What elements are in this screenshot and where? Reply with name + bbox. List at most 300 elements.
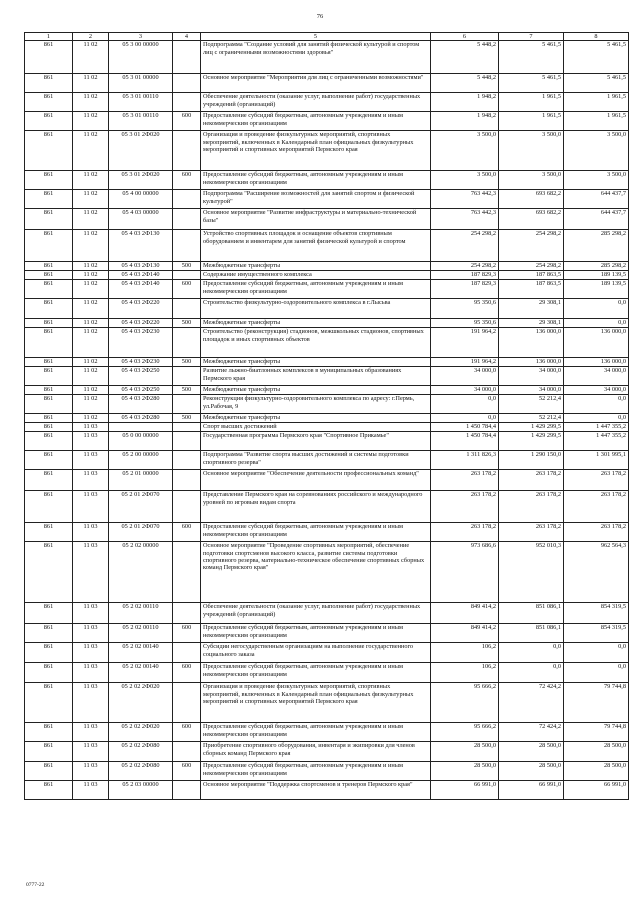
amount-year1-cell: 106,2	[431, 663, 499, 683]
amount-year2-cell: 0,0	[499, 643, 564, 663]
ministry-code-cell: 861	[25, 74, 73, 93]
amount-year2-cell: 1 961,5	[499, 93, 564, 112]
amount-year3-cell: 285 298,2	[564, 262, 629, 271]
amount-year1-cell: 191 964,2	[431, 328, 499, 358]
amount-year3-cell: 1 961,5	[564, 93, 629, 112]
table-row	[25, 171, 629, 190]
item-name-cell: Подпрограмма "Развитие спорта высших достижений и системы подготовки спортивного резерва"	[201, 451, 431, 470]
section-code-cell: 11 02	[73, 209, 109, 230]
amount-year2-cell: 5 461,5	[499, 74, 564, 93]
section-code-cell: 11 02	[73, 230, 109, 262]
table-row	[25, 299, 629, 319]
amount-year3-cell: 854 319,5	[564, 603, 629, 624]
table-row	[25, 523, 629, 542]
target-article-cell: 05 3 01 00110	[109, 112, 173, 131]
item-name-cell: Предоставление субсидий бюджетным, автономным учреждениям и иным некоммерческим организациям	[201, 762, 431, 781]
table-row	[25, 542, 629, 603]
amount-year2-cell: 66 991,0	[499, 781, 564, 800]
amount-year3-cell: 3 500,0	[564, 131, 629, 171]
amount-year2-cell: 34 000,0	[499, 367, 564, 386]
target-article-cell: 05 4 03 2Ф250	[109, 367, 173, 386]
table-row	[25, 451, 629, 470]
section-code-cell: 11 02	[73, 190, 109, 209]
amount-year3-cell: 1 447 355,2	[564, 432, 629, 451]
amount-year3-cell: 263 178,2	[564, 491, 629, 523]
amount-year3-cell: 644 437,7	[564, 209, 629, 230]
item-name-cell: Предоставление субсидий бюджетным, автономным учреждениям и иным некоммерческим организациям	[201, 171, 431, 190]
amount-year3-cell: 0,0	[564, 663, 629, 683]
amount-year1-cell: 263 178,2	[431, 523, 499, 542]
footer-code: 0777-22	[26, 882, 45, 888]
amount-year1-cell: 1 948,2	[431, 112, 499, 131]
amount-year2-cell: 28 500,0	[499, 742, 564, 762]
amount-year2-cell: 3 500,0	[499, 131, 564, 171]
ministry-code-cell: 861	[25, 395, 73, 414]
amount-year2-cell: 851 086,1	[499, 603, 564, 624]
item-name-cell: Реконструкция физкультурно-оздоровительного комплекса по адресу: г.Пермь, ул.Рабочая, 9	[201, 395, 431, 414]
section-code-cell: 11 03	[73, 624, 109, 643]
section-code-cell: 11 02	[73, 358, 109, 367]
target-article-cell: 05 4 03 2Ф130	[109, 262, 173, 271]
section-code-cell: 11 02	[73, 41, 109, 74]
amount-year2-cell: 52 212,4	[499, 395, 564, 414]
expense-type-cell: 600	[173, 523, 201, 542]
amount-year3-cell: 3 500,0	[564, 171, 629, 190]
table-row	[25, 190, 629, 209]
amount-year3-cell: 263 178,2	[564, 523, 629, 542]
amount-year1-cell: 1 948,2	[431, 93, 499, 112]
ministry-code-cell: 861	[25, 230, 73, 262]
target-article-cell: 05 2 01 2Ф070	[109, 491, 173, 523]
amount-year1-cell: 263 178,2	[431, 491, 499, 523]
target-article-cell: 05 2 02 2Ф020	[109, 723, 173, 742]
amount-year3-cell: 0,0	[564, 643, 629, 663]
amount-year2-cell: 0,0	[499, 663, 564, 683]
expense-type-cell	[173, 74, 201, 93]
item-name-cell: Предоставление субсидий бюджетным, автономным учреждениям и иным некоммерческим организациям	[201, 280, 431, 299]
amount-year2-cell: 136 000,0	[499, 328, 564, 358]
ministry-code-cell: 861	[25, 603, 73, 624]
item-name-cell: Государственная программа Пермского края "Спортивное Прикамье"	[201, 432, 431, 451]
item-name-cell: Основное мероприятие "Мероприятия для лиц с ограниченными возможностями"	[201, 74, 431, 93]
item-name-cell: Представление Пермского края на соревнованиях российского и международного уровней по игровым видам спорта	[201, 491, 431, 523]
section-code-cell: 11 02	[73, 93, 109, 112]
ministry-code-cell: 861	[25, 491, 73, 523]
item-name-cell: Строительство (реконструкция) стадионов, межшкольных стадионов, спортивных площадок и иных спортивных объектов	[201, 328, 431, 358]
ministry-code-cell: 861	[25, 523, 73, 542]
table-row	[25, 432, 629, 451]
target-article-cell: 05 2 02 00140	[109, 643, 173, 663]
amount-year1-cell: 34 000,0	[431, 367, 499, 386]
target-article-cell: 05 4 03 2Ф140	[109, 280, 173, 299]
ministry-code-cell: 861	[25, 470, 73, 491]
table-row	[25, 230, 629, 262]
target-article-cell: 05 0 00 00000	[109, 432, 173, 451]
amount-year2-cell: 1 961,5	[499, 112, 564, 131]
table-row	[25, 414, 629, 423]
amount-year3-cell: 1 447 355,2	[564, 423, 629, 432]
target-article-cell: 05 4 03 2Ф140	[109, 271, 173, 280]
table-row	[25, 367, 629, 386]
amount-year3-cell: 28 500,0	[564, 762, 629, 781]
amount-year1-cell: 0,0	[431, 414, 499, 423]
section-code-cell: 11 03	[73, 470, 109, 491]
amount-year2-cell: 851 086,1	[499, 624, 564, 643]
item-name-cell: Основное мероприятие "Обеспечение деятельности профессиональных команд"	[201, 470, 431, 491]
item-name-cell: Устройство спортивных площадок и оснащение объектов спортивным оборудованием и инвентарем для занятий физической культурой и спортом	[201, 230, 431, 262]
amount-year2-cell: 263 178,2	[499, 491, 564, 523]
amount-year3-cell: 79 744,8	[564, 683, 629, 723]
table-row	[25, 271, 629, 280]
amount-year3-cell: 34 000,0	[564, 367, 629, 386]
expense-type-cell	[173, 299, 201, 319]
column-number-5: 5	[201, 33, 431, 41]
amount-year1-cell: 95 666,2	[431, 723, 499, 742]
section-code-cell: 11 02	[73, 271, 109, 280]
expense-type-cell	[173, 423, 201, 432]
amount-year3-cell: 962 564,3	[564, 542, 629, 603]
table-row	[25, 395, 629, 414]
expense-type-cell: 600	[173, 112, 201, 131]
section-code-cell: 11 02	[73, 131, 109, 171]
amount-year3-cell: 1 301 995,1	[564, 451, 629, 470]
table-row	[25, 131, 629, 171]
amount-year3-cell: 0,0	[564, 319, 629, 328]
ministry-code-cell: 861	[25, 451, 73, 470]
amount-year1-cell: 3 500,0	[431, 171, 499, 190]
target-article-cell: 05 2 03 00000	[109, 781, 173, 800]
column-number-4: 4	[173, 33, 201, 41]
ministry-code-cell: 861	[25, 319, 73, 328]
expense-type-cell: 600	[173, 762, 201, 781]
item-name-cell: Межбюджетные трансферты	[201, 386, 431, 395]
budget-table	[24, 32, 629, 800]
table-row	[25, 742, 629, 762]
section-code-cell: 11 03	[73, 762, 109, 781]
table-row	[25, 491, 629, 523]
amount-year2-cell: 693 682,2	[499, 209, 564, 230]
expense-type-cell: 500	[173, 319, 201, 328]
amount-year2-cell: 5 461,5	[499, 41, 564, 74]
target-article-cell: 05 3 01 2Ф020	[109, 131, 173, 171]
item-name-cell: Содержание имущественного комплекса	[201, 271, 431, 280]
amount-year1-cell: 0,0	[431, 395, 499, 414]
target-article-cell: 05 4 03 2Ф230	[109, 328, 173, 358]
item-name-cell: Межбюджетные трансферты	[201, 319, 431, 328]
amount-year2-cell: 1 429 299,5	[499, 432, 564, 451]
table-row	[25, 74, 629, 93]
section-code-cell: 11 02	[73, 171, 109, 190]
table-row	[25, 328, 629, 358]
amount-year1-cell: 187 829,3	[431, 280, 499, 299]
target-article-cell: 05 3 00 00000	[109, 41, 173, 74]
ministry-code-cell: 861	[25, 171, 73, 190]
ministry-code-cell: 861	[25, 358, 73, 367]
ministry-code-cell: 861	[25, 299, 73, 319]
target-article-cell: 05 3 01 00000	[109, 74, 173, 93]
ministry-code-cell: 861	[25, 723, 73, 742]
table-header	[25, 33, 629, 41]
table-row	[25, 470, 629, 491]
amount-year1-cell: 254 298,2	[431, 230, 499, 262]
amount-year2-cell: 187 863,5	[499, 280, 564, 299]
expense-type-cell	[173, 190, 201, 209]
amount-year3-cell: 5 461,5	[564, 74, 629, 93]
column-number-3: 3	[109, 33, 173, 41]
amount-year1-cell: 254 298,2	[431, 262, 499, 271]
amount-year3-cell: 285 298,2	[564, 230, 629, 262]
target-article-cell: 05 2 01 00000	[109, 470, 173, 491]
amount-year1-cell: 28 500,0	[431, 762, 499, 781]
ministry-code-cell: 861	[25, 209, 73, 230]
section-code-cell: 11 02	[73, 395, 109, 414]
column-number-2: 2	[73, 33, 109, 41]
expense-type-cell	[173, 603, 201, 624]
ministry-code-cell: 861	[25, 112, 73, 131]
expense-type-cell: 600	[173, 624, 201, 643]
amount-year2-cell: 1 429 299,5	[499, 423, 564, 432]
section-code-cell: 11 03	[73, 742, 109, 762]
expense-type-cell	[173, 93, 201, 112]
item-name-cell: Предоставление субсидий бюджетным, автономным учреждениям и иным некоммерческим организациям	[201, 112, 431, 131]
table-row	[25, 41, 629, 74]
amount-year1-cell: 1 311 826,3	[431, 451, 499, 470]
table-row	[25, 358, 629, 367]
target-article-cell: 05 2 01 2Ф070	[109, 523, 173, 542]
target-article-cell: 05 2 02 00110	[109, 603, 173, 624]
table-body	[25, 41, 629, 800]
section-code-cell: 11 03	[73, 491, 109, 523]
section-code-cell: 11 02	[73, 328, 109, 358]
expense-type-cell	[173, 328, 201, 358]
target-article-cell: 05 2 02 00110	[109, 624, 173, 643]
expense-type-cell: 500	[173, 358, 201, 367]
target-article-cell: 05 4 03 2Ф220	[109, 319, 173, 328]
item-name-cell: Предоставление субсидий бюджетным, автономным учреждениям и иным некоммерческим организациям	[201, 663, 431, 683]
ministry-code-cell: 861	[25, 781, 73, 800]
amount-year1-cell: 95 666,2	[431, 683, 499, 723]
expense-type-cell	[173, 367, 201, 386]
amount-year3-cell: 263 178,2	[564, 470, 629, 491]
amount-year2-cell: 3 500,0	[499, 171, 564, 190]
table-row	[25, 723, 629, 742]
section-code-cell: 11 03	[73, 542, 109, 603]
ministry-code-cell: 861	[25, 271, 73, 280]
ministry-code-cell: 861	[25, 386, 73, 395]
column-number-1: 1	[25, 33, 73, 41]
amount-year2-cell: 72 424,2	[499, 723, 564, 742]
amount-year2-cell: 693 682,2	[499, 190, 564, 209]
column-number-8: 8	[564, 33, 629, 41]
ministry-code-cell: 861	[25, 663, 73, 683]
target-article-cell: 05 4 03 2Ф230	[109, 358, 173, 367]
amount-year2-cell: 29 308,1	[499, 319, 564, 328]
expense-type-cell	[173, 781, 201, 800]
section-code-cell: 11 03	[73, 643, 109, 663]
amount-year1-cell: 1 450 784,4	[431, 432, 499, 451]
amount-year3-cell: 28 500,0	[564, 742, 629, 762]
section-code-cell: 11 03	[73, 723, 109, 742]
item-name-cell: Предоставление субсидий бюджетным, автономным учреждениям и иным некоммерческим организациям	[201, 723, 431, 742]
section-code-cell: 11 02	[73, 74, 109, 93]
section-code-cell: 11 03	[73, 432, 109, 451]
ministry-code-cell: 861	[25, 262, 73, 271]
section-code-cell: 11 03	[73, 683, 109, 723]
table-row	[25, 624, 629, 643]
amount-year1-cell: 106,2	[431, 643, 499, 663]
amount-year3-cell: 136 000,0	[564, 358, 629, 367]
amount-year3-cell: 0,0	[564, 414, 629, 423]
target-article-cell: 05 4 03 2Ф280	[109, 414, 173, 423]
table-row	[25, 209, 629, 230]
expense-type-cell	[173, 395, 201, 414]
amount-year1-cell: 1 450 784,4	[431, 423, 499, 432]
amount-year1-cell: 95 350,6	[431, 299, 499, 319]
ministry-code-cell: 861	[25, 683, 73, 723]
ministry-code-cell: 861	[25, 280, 73, 299]
table-row	[25, 319, 629, 328]
ministry-code-cell: 861	[25, 423, 73, 432]
amount-year1-cell: 763 442,3	[431, 209, 499, 230]
expense-type-cell: 600	[173, 171, 201, 190]
expense-type-cell	[173, 683, 201, 723]
section-code-cell: 11 03	[73, 423, 109, 432]
table-row	[25, 112, 629, 131]
section-code-cell: 11 02	[73, 280, 109, 299]
amount-year2-cell: 136 000,0	[499, 358, 564, 367]
expense-type-cell	[173, 209, 201, 230]
expense-type-cell: 600	[173, 723, 201, 742]
target-article-cell: 05 3 01 00110	[109, 93, 173, 112]
target-article-cell: 05 4 03 2Ф130	[109, 230, 173, 262]
table-row	[25, 603, 629, 624]
section-code-cell: 11 03	[73, 663, 109, 683]
amount-year1-cell: 187 829,3	[431, 271, 499, 280]
item-name-cell: Спорт высших достижений	[201, 423, 431, 432]
expense-type-cell	[173, 742, 201, 762]
section-code-cell: 11 02	[73, 262, 109, 271]
section-code-cell: 11 02	[73, 367, 109, 386]
item-name-cell: Строительство физкультурно-оздоровительного комплекса в г.Лысьва	[201, 299, 431, 319]
target-article-cell: 05 2 02 00000	[109, 542, 173, 603]
section-code-cell: 11 03	[73, 451, 109, 470]
target-article-cell: 05 4 00 00000	[109, 190, 173, 209]
amount-year1-cell: 28 500,0	[431, 742, 499, 762]
target-article-cell: 05 4 03 00000	[109, 209, 173, 230]
section-code-cell: 11 02	[73, 112, 109, 131]
target-article-cell: 05 2 02 00140	[109, 663, 173, 683]
ministry-code-cell: 861	[25, 643, 73, 663]
expense-type-cell	[173, 432, 201, 451]
section-code-cell: 11 02	[73, 299, 109, 319]
amount-year3-cell: 5 461,5	[564, 41, 629, 74]
expense-type-cell	[173, 470, 201, 491]
item-name-cell: Обеспечение деятельности (оказание услуг, выполнение работ) государственных учреждений (организаций)	[201, 93, 431, 112]
table-row	[25, 663, 629, 683]
ministry-code-cell: 861	[25, 190, 73, 209]
table-row	[25, 423, 629, 432]
ministry-code-cell: 861	[25, 542, 73, 603]
expense-type-cell	[173, 451, 201, 470]
amount-year2-cell: 1 290 150,0	[499, 451, 564, 470]
table-row	[25, 280, 629, 299]
item-name-cell: Предоставление субсидий бюджетным, автономным учреждениям и иным некоммерческим организациям	[201, 523, 431, 542]
target-article-cell: 05 2 02 2Ф020	[109, 683, 173, 723]
amount-year2-cell: 72 424,2	[499, 683, 564, 723]
item-name-cell: Предоставление субсидий бюджетным, автономным учреждениям и иным некоммерческим организациям	[201, 624, 431, 643]
table-row	[25, 643, 629, 663]
item-name-cell: Основное мероприятие "Поддержка спортсменов и тренеров Пермского края"	[201, 781, 431, 800]
section-code-cell: 11 03	[73, 523, 109, 542]
amount-year3-cell: 189 139,5	[564, 271, 629, 280]
item-name-cell: Развитие лыжно-биатлонных комплексов в муниципальных образованиях Пермского края	[201, 367, 431, 386]
expense-type-cell	[173, 230, 201, 262]
item-name-cell: Организация и проведение физкультурных мероприятий, спортивных мероприятий, включенных в Календарный план официальных физкультурных мероприятий и спортивных мероприятий Пермского края	[201, 131, 431, 171]
amount-year3-cell: 644 437,7	[564, 190, 629, 209]
amount-year2-cell: 34 000,0	[499, 386, 564, 395]
amount-year2-cell: 263 178,2	[499, 470, 564, 491]
section-code-cell: 11 02	[73, 319, 109, 328]
item-name-cell: Межбюджетные трансферты	[201, 358, 431, 367]
expense-type-cell	[173, 491, 201, 523]
amount-year3-cell: 79 744,8	[564, 723, 629, 742]
column-number-6: 6	[431, 33, 499, 41]
expense-type-cell: 500	[173, 262, 201, 271]
section-code-cell: 11 02	[73, 414, 109, 423]
amount-year1-cell: 5 448,2	[431, 74, 499, 93]
amount-year1-cell: 3 500,0	[431, 131, 499, 171]
table-row	[25, 781, 629, 800]
target-article-cell: 05 2 02 2Ф080	[109, 742, 173, 762]
item-name-cell: Субсидии негосударственным организациям на выполнение государственного социального заказа	[201, 643, 431, 663]
amount-year2-cell: 28 500,0	[499, 762, 564, 781]
expense-type-cell	[173, 131, 201, 171]
amount-year1-cell: 5 448,2	[431, 41, 499, 74]
amount-year3-cell: 0,0	[564, 299, 629, 319]
item-name-cell: Подпрограмма "Создание условий для занятий физической культурой и спортом лиц с ограниченными возможностями здоровья"	[201, 41, 431, 74]
expense-type-cell	[173, 41, 201, 74]
ministry-code-cell: 861	[25, 432, 73, 451]
ministry-code-cell: 861	[25, 742, 73, 762]
amount-year3-cell: 66 991,0	[564, 781, 629, 800]
expense-type-cell: 600	[173, 280, 201, 299]
ministry-code-cell: 861	[25, 131, 73, 171]
amount-year1-cell: 263 178,2	[431, 470, 499, 491]
amount-year2-cell: 29 308,1	[499, 299, 564, 319]
ministry-code-cell: 861	[25, 624, 73, 643]
amount-year1-cell: 849 414,2	[431, 624, 499, 643]
item-name-cell: Межбюджетные трансферты	[201, 262, 431, 271]
amount-year2-cell: 254 298,2	[499, 230, 564, 262]
amount-year2-cell: 254 298,2	[499, 262, 564, 271]
amount-year3-cell: 189 139,5	[564, 280, 629, 299]
ministry-code-cell: 861	[25, 93, 73, 112]
ministry-code-cell: 861	[25, 414, 73, 423]
expense-type-cell: 600	[173, 663, 201, 683]
ministry-code-cell: 861	[25, 41, 73, 74]
amount-year3-cell: 1 961,5	[564, 112, 629, 131]
table-row	[25, 386, 629, 395]
amount-year1-cell: 34 000,0	[431, 386, 499, 395]
item-name-cell: Межбюджетные трансферты	[201, 414, 431, 423]
item-name-cell: Организация и проведение физкультурных мероприятий, спортивных мероприятий, включенных в Календарный план официальных физкультурных мероприятий и спортивных мероприятий Пермского края	[201, 683, 431, 723]
page-number: 76	[316, 13, 324, 20]
amount-year3-cell: 34 000,0	[564, 386, 629, 395]
section-code-cell: 11 03	[73, 603, 109, 624]
target-article-cell: 05 4 03 2Ф280	[109, 395, 173, 414]
amount-year1-cell: 95 350,6	[431, 319, 499, 328]
table-row	[25, 683, 629, 723]
